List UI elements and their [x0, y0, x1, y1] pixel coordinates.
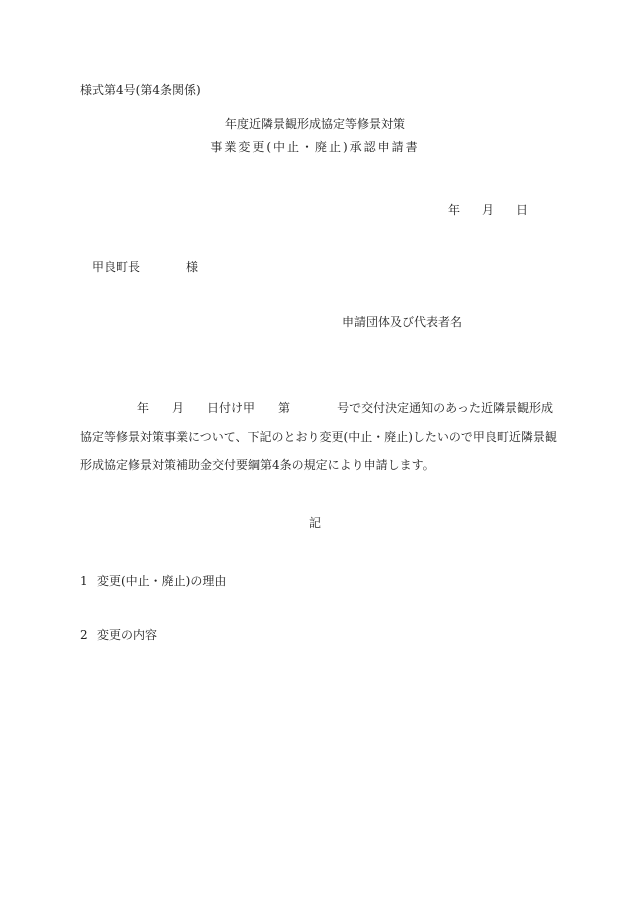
- date-year: 年: [448, 203, 461, 217]
- date-day: 日: [516, 203, 529, 217]
- body-line-1-rest: 号で交付決定通知のあった近隣景観形成: [337, 401, 553, 415]
- item-label: 変更の内容: [97, 628, 158, 642]
- document-title-line2: 事業変更(中止・廃止)承認申請書: [210, 140, 420, 154]
- addressee-honorific: 様: [186, 260, 199, 274]
- body-line-3: 形成協定修景対策補助金交付要綱第4条の規定により申請します。: [80, 458, 435, 472]
- body-number-prefix: 第: [278, 401, 291, 415]
- item-number: 1: [80, 574, 88, 588]
- body-year: 年: [137, 401, 150, 415]
- item-content: [80, 627, 157, 643]
- document-title-line1: 年度近隣景観形成協定等修景対策: [224, 117, 405, 131]
- body-line-1: [80, 400, 553, 416]
- date-month: 月: [482, 203, 495, 217]
- form-number: 様式第4号(第4条関係): [80, 83, 201, 97]
- addressee-name: 甲良町長: [92, 260, 141, 274]
- item-number: 2: [80, 628, 88, 642]
- body-month: 月: [172, 401, 185, 415]
- ki-heading: 記: [308, 516, 321, 530]
- applicant-label: 申請団体及び代表者名: [342, 315, 463, 329]
- addressee: [92, 259, 198, 275]
- item-label: 変更(中止・廃止)の理由: [97, 574, 227, 588]
- date-line: [448, 202, 528, 218]
- item-reason: [80, 573, 226, 589]
- body-line-2: 協定等修景対策事業について、下記のとおり変更(中止・廃止)したいので甲良町近隣景観: [80, 430, 557, 444]
- body-day-dated: 日付け甲: [207, 401, 256, 415]
